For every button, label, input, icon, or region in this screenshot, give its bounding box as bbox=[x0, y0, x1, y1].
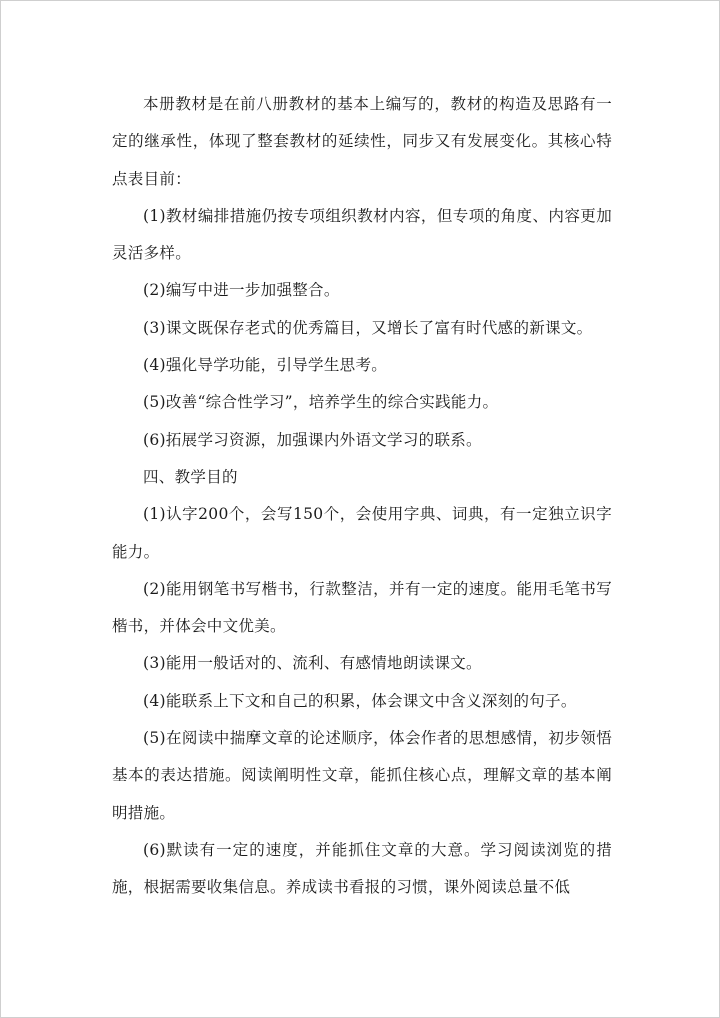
document-body bbox=[112, 86, 612, 907]
paragraph-feature-4: (4)强化导学功能，引导学生思考。 bbox=[143, 356, 388, 375]
section-heading: 四、教学目的 bbox=[143, 467, 238, 486]
paragraph-goal-4: (4)能联系上下文和自己的积累，体会课文中含义深刻的句子。 bbox=[143, 691, 577, 710]
paragraph-goal-2: (2)能用钢笔书写楷书，行款整洁，并有一定的速度。能用毛笔书写楷书，并体会中文优美。 bbox=[112, 579, 612, 636]
paragraph-goal-6: (6)默读有一定的速度，并能抓住文章的大意。学习阅读浏览的措施，根据需要收集信息。养成读书看报的习惯，课外阅读总量不低 bbox=[112, 840, 612, 897]
paragraph-feature-5: (5)改善“综合性学习”，培养学生的综合实践能力。 bbox=[143, 393, 499, 412]
paragraph-feature-6: (6)拓展学习资源，加强课内外语文学习的联系。 bbox=[143, 430, 482, 449]
paragraph-feature-1: (1)教材编排措施仍按专项组织教材内容，但专项的角度、内容更加灵活多样。 bbox=[112, 206, 612, 263]
paragraph-goal-1: (1)认字200个，会写150个，会使用字典、词典，有一定独立识字能力。 bbox=[112, 505, 612, 561]
paragraph-goal-5: (5)在阅读中揣摩文章的论述顺序，体会作者的思想感情，初步领悟基本的表达措施。阅读阐明性文章，能抓住核心点，理解文章的基本阐明措施。 bbox=[112, 729, 612, 822]
paragraph-goal-3: (3)能用一般话对的、流利、有感情地朗读课文。 bbox=[143, 654, 482, 673]
paragraph-feature-2: (2)编写中进一步加强整合。 bbox=[143, 281, 340, 300]
paragraph-intro: 本册教材是在前八册教材的基本上编写的，教材的构造及思路有一定的继承性，体现了整套教材的延续性，同步又有发展变化。其核心特点表目前： bbox=[112, 95, 612, 188]
paragraph-feature-3: (3)课文既保存老式的优秀篇目，又增长了富有时代感的新课文。 bbox=[143, 318, 593, 337]
